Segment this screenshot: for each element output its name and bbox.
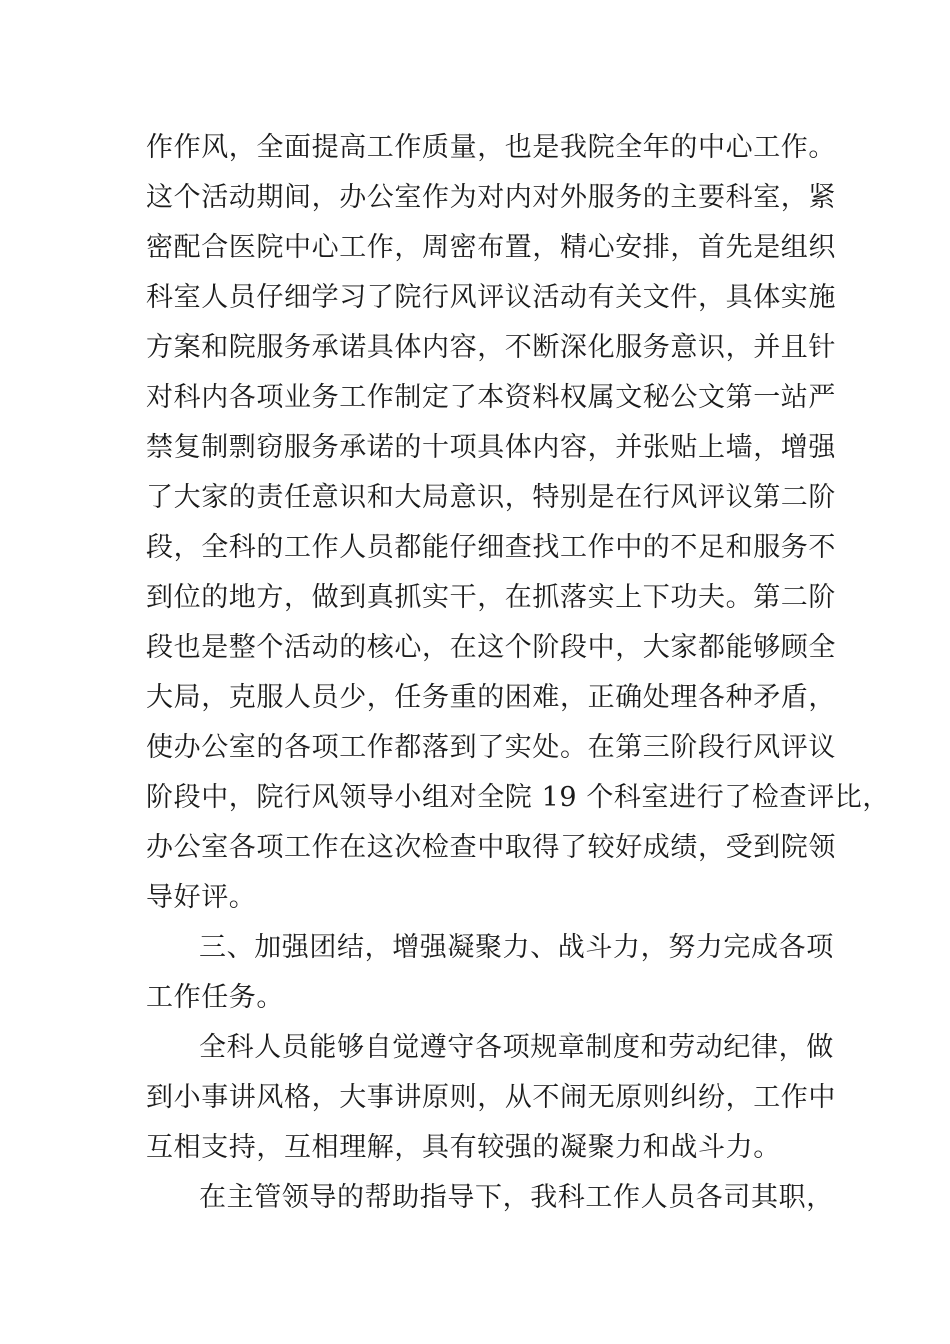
paragraph-line: 段也是整个活动的核心，在这个阶段中，大家都能够顾全 [146, 632, 836, 663]
paragraph-line: 到位的地方，做到真抓实干，在抓落实上下功夫。第二阶 [146, 582, 836, 613]
paragraph-line: 导好评。 [146, 882, 257, 913]
paragraph-line: 阶段中，院行风领导小组对全院 19 个科室进行了检查评比， [146, 782, 890, 813]
section-heading-line: 三、加强团结，增强凝聚力、战斗力，努力完成各项 [199, 932, 834, 963]
paragraph-line: 段，全科的工作人员都能仔细查找工作中的不足和服务不 [146, 532, 836, 563]
paragraph-line: 禁复制剽窃服务承诺的十项具体内容，并张贴上墙，增强 [146, 432, 836, 463]
paragraph-line: 在主管领导的帮助指导下，我科工作人员各司其职， [199, 1182, 834, 1213]
paragraph-line: 使办公室的各项工作都落到了实处。在第三阶段行风评议 [146, 732, 836, 763]
paragraph-line: 密配合医院中心工作，周密布置，精心安排，首先是组织 [146, 232, 836, 263]
paragraph-line: 方案和院服务承诺具体内容，不断深化服务意识，并且针 [146, 332, 836, 363]
paragraph-line: 互相支持，互相理解，具有较强的凝聚力和战斗力。 [146, 1132, 781, 1163]
paragraph-line: 了大家的责任意识和大局意识，特别是在行风评议第二阶 [146, 482, 836, 513]
paragraph-line: 作作风，全面提高工作质量，也是我院全年的中心工作。 [146, 132, 836, 163]
paragraph-line: 办公室各项工作在这次检查中取得了较好成绩，受到院领 [146, 832, 836, 863]
paragraph-line: 科室人员仔细学习了院行风评议活动有关文件，具体实施 [146, 282, 836, 313]
paragraph-line: 到小事讲风格，大事讲原则，从不闹无原则纠纷，工作中 [146, 1082, 836, 1113]
paragraph-line: 对科内各项业务工作制定了本资料权属文秘公文第一站严 [146, 382, 836, 413]
section-heading-line: 工作任务。 [146, 982, 284, 1013]
paragraph-line: 全科人员能够自觉遵守各项规章制度和劳动纪律，做 [199, 1032, 834, 1063]
paragraph-line: 这个活动期间，办公室作为对内对外服务的主要科室，紧 [146, 182, 836, 213]
paragraph-line: 大局，克服人员少，任务重的困难，正确处理各种矛盾， [146, 682, 836, 713]
